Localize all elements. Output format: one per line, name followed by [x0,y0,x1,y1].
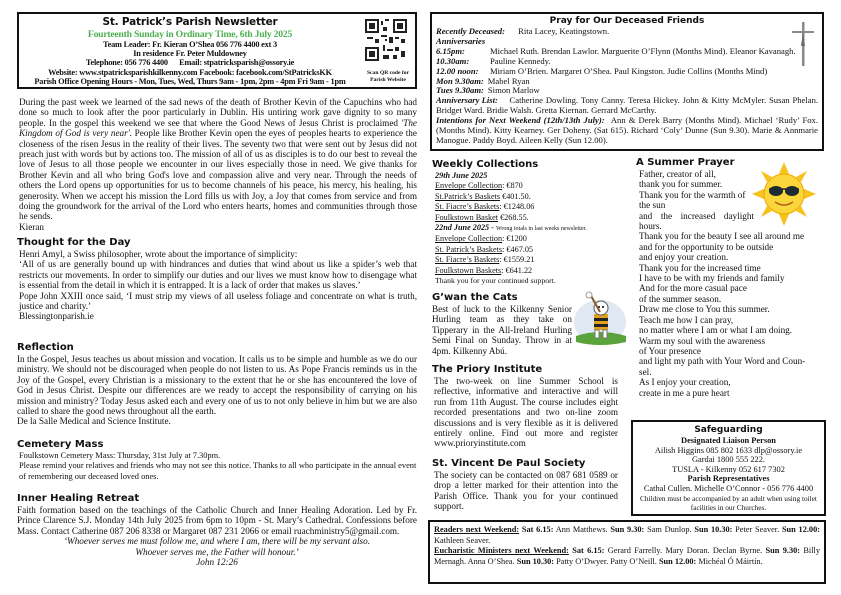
office-hours: Parish Office Opening Hours - Mon, Tues, Wed, Thurs 9am - 1pm, 2pm - 4pm Fri 9am - 1pm [34,76,346,86]
mass-time: Sat 6.15: [519,525,554,534]
mass-names: Miriam O’Brien. Margaret O’Shea. Paul Kingston. Judie Collins (Months Mind) [490,65,768,76]
dlp-contact: Ailish Higgins 085 802 1633 dlp@ossory.ie [654,445,803,455]
letter-text: During the past week we learned of the sad news of the death of Brother Kevin of the Capuchins who had done so much to look after the poor particularly in Dublin. His untiring work gave dignity to so many people. In the gospel this weekend we see that where the Good News of Jesus Christ is proclaimed [19,97,417,128]
collection-value: €401.50. [500,191,531,201]
prayer-line: the sun [639,200,666,211]
mass-time: Tues 9.30am: [436,85,484,96]
paragraph: ‘All of us are generally bound up with hindrances and duties that wind about us like a spider’s web that restricts our movements. In order to simplify our duties and our lives we must know how to disengage what is essential from the detail in which it is entrapped. It is a lack of order that makes us slaves.’ [19,259,417,291]
minister-names: Billy Mernagh. Anna O’Shea. [434,546,820,566]
collection-value: : €641.22 [501,265,533,275]
collection-date: 22nd June 2025 - [435,223,496,233]
collection-row [435,245,622,255]
collection-row [435,266,622,276]
mass-names: Simon Marlow [487,85,540,96]
collection-label: Envelope Collection [435,181,503,191]
mass-time: Sun 12.00: [781,525,820,534]
subheading: Designated Liaison Person [681,436,776,445]
hurling-cat-icon [570,290,628,348]
collection-row [435,234,622,244]
collection-value: : €1248.06 [499,202,535,212]
collection-row [435,255,622,265]
section-heading: Thought for the Day [17,237,131,248]
prayer-line: and enjoy your creation. [639,252,729,263]
collection-label: St.Patrick’s Baskets [435,191,501,201]
collection-value: €268.55. [498,212,529,222]
scripture-quote: Whoever serves me, the Father will honour.’ [135,546,299,557]
collection-label: St. Patrick’s Baskets [435,244,503,254]
thought-for-the-day [17,237,417,322]
mass-time: Sun 12.00: [658,556,697,566]
minister-names: Kathleen Seaver. [434,535,491,545]
label: Recently Deceased: [436,26,505,36]
collection-value: : €467.05 [502,244,534,254]
minister-names: Peter Seaver. [732,525,782,534]
letter-text-cont: . People like Brother Kevin open the eyes of peoples hearts to experience the closeness of the risen Jesus in the reality of their lives. The seventy two that were sent out by Jesus did not preach just with words but by actions too. The mission of all of us as disciples is to do our best to reveal the love of Jesus to all those people we encounter in our lives especially those in need. We give thanks for Brother Kevin and all who bring God's love and compassion alive and very near. Through the needs of others the Lord opens up opportunities for us to become channels of his peace, his mercy, his healing, his generosity. When we accept his mission the Lord fills us with Joy, a Joy that comes from service and from doing the groundwork for the arrival of the Lord who enters hearts, homes and communities through those he sends. [19,128,417,222]
minister-names: Sam Dunlop. [644,525,695,534]
minister-names: Patty O’Dwyer. Patty O’Neill. [554,556,659,566]
mass-time: 12.00 noon: [436,65,479,76]
box-heading: Safeguarding [694,425,763,435]
section-heading: Cemetery Mass [17,439,104,450]
prayer-line: of Your presence [639,345,702,356]
paragraph: Best of luck to the Kilkenny Senior Hurling team as they take on Tipperary in the All-Ireland Hurling Semi Final on Sunday. Throw in at 4pm. Kilkenny Abú. [432,304,572,356]
letter-signature: Kieran [19,221,44,232]
label: Eucharistic Ministers next Weekend: [434,546,569,556]
section-heading: Reflection [17,342,74,353]
letter-quote: 'The Kingdom of God is very near' [19,117,417,139]
prayer-line: Draw me close to You this summer. [639,304,770,315]
paragraph: Foulkstown Cemetery Mass: Thursday, 31st July at 7.30pm. [19,451,221,460]
paragraph: In the Gospel, Jesus teaches us about mission and vocation. It calls us to be simple and humble as we do our ministry. We should not be discouraged when people do not listen to us. As Pope Francis reminds us in the Joy of the Gospel, every Christian is a missionary to the extent that he or she has encountered the love of God in Jesus Christ. Despite our differences are we ready to accept the responsibility of carrying on his mission and ministry? Today Jesus asked each and every one of us to not only believe in him but we are also called to share the good news throughout all the earth. [17,354,417,417]
recent-deceased: Rita Lacey, Keatingstown. [518,26,610,36]
collection-note: Wrong totals in last weeks newsletter. [495,226,587,233]
collection-label: Foulkstown Baskets [435,265,502,275]
anniversary-list: Catherine Dowling. Tony Canny. Teresa Hickey. John & Kitty McMyler. Susan Phelan. Bridget Ward. Bridie Walsh. Gretta Kiernan. Gerrard McCarthy. [436,95,819,116]
prayer-line: Thank you for the increased time [639,262,761,273]
collection-value: : €1200 [502,234,527,244]
mass-names: Pauline Kennedy. [490,55,551,66]
in-residence: In residence Fr. Peter Muldowney [133,49,247,59]
paragraph: The society can be contacted on 087 681 0589 or drop a letter marked for their attention into the Parish Office. Thank you for your continued support. [434,470,618,512]
reflection-section [17,342,417,427]
thanks-text: Thank you for your continued support. [435,276,556,286]
mass-time: Sun 9.30: [765,546,800,556]
mass-time: Sun 10.30: [694,525,733,534]
minister-names: Gerard Farrelly. Mary Doran. Declan Byrne. [604,546,766,556]
mass-time: Sun 9.30: [610,525,645,534]
subheading: Parish Representatives [687,474,770,484]
label: Anniversary List: [436,95,498,106]
section-heading: St. Vincent De Paul Society [432,458,586,469]
label: Anniversaries [436,35,486,46]
source: Blessingtonparish.ie [19,311,94,322]
prayer-line: Father, creator of all, [639,169,716,179]
mass-names: Mabel Ryan [487,75,530,86]
source: De la Salle Medical and Science Institute. [17,416,171,427]
sun-sunglasses-icon [752,162,816,226]
minister-names: Ann Matthews. [553,525,611,534]
paragraph: The two-week on line Summer School is reflective, informative and interactive and will run from 11th August. The course includes eight recorded presentations and two on-line zoom discussions and is very flexible as it is delivered entirely online. Find out more and register www.prioryinstitute.com [434,376,618,449]
section-heading: G’wan the Cats [432,292,518,303]
paragraph: Henri Amyl, a Swiss philosopher, wrote about the importance of simplicity: [19,249,298,259]
prayer-line: Thank you for the beauty I see all around me [639,231,805,242]
collection-row [435,192,622,202]
paragraph: Pope John XXIII once said, ‘I must strip my views of all useless foliage and concentrate on what is truth, justice and charity.’ [19,290,417,312]
collection-label: St. Fiacre’s Baskets [435,255,500,265]
liturgical-date: Fourteenth Sunday in Ordinary Time, 6th July 2025 [87,29,293,40]
prayer-line: thank you for summer. [639,179,723,190]
team-leader: Team Leader: Fr. Kieran O’Shea 056 776 4400 ext 3 [103,40,277,49]
prayer-line: I have to be with my friends and family [639,273,785,284]
pastoral-letter [19,97,417,232]
paragraph: Faith formation based on the teachings of the Catholic Church and Inner Healing Adoration. Led by Fr. Prince Clarence S.J. Monday 14th July 2025 from 6pm to 10pm - St. Mary’s Cathedral. Confessions before Mass. Contact Catherine 087 206 8338 or Margaret 087 231 2066 or email ruachministry5@gmail.com. [17,505,417,536]
section-heading: The Priory Institute [432,364,543,375]
intentions: Ann & Derek Barry (Months Mind). Michael ‘Rudy’ Fox. (Months Mind). Kitty Kearney. Ger Doheny. (Sat 615). Richard ‘Coly’ Dunne (Sun 9.30). Marie & Annmarie Manogue. Paddy Boyd. Aileen Kelly (Sun 12.00). [436,115,818,145]
section-heading: Weekly Collections [432,159,539,170]
reps-contact: Cathal Cullen. Michelle O’Connor - 056 776 4400 [643,483,814,493]
mass-time: 6.15pm: [436,45,465,56]
prayer-line: And for the more casual pace [639,283,747,294]
scripture-quote: ‘Whoever serves me must follow me, and where I am, there will be my servant also. [63,536,371,547]
newsletter-header [17,12,417,89]
prayer-line: hours. [639,221,662,232]
cemetery-mass-section [17,439,417,482]
box-heading: Pray for Our Deceased Friends [549,16,705,26]
safeguarding-note: Children must be accompanied by an adult when using toilet facilities in our Churches. [640,493,817,512]
prayer-line: sel. [639,366,652,377]
mass-time: Sun 10.30: [516,556,555,566]
safeguarding-box [631,420,826,516]
collection-label: Envelope Collection [435,234,503,244]
deceased-friends-box [430,12,824,151]
collection-value: : €1559.21 [499,255,535,265]
section-heading: A Summer Prayer [636,157,735,168]
prayer-line: Thank you for the warmth of [639,189,746,200]
scripture-ref: John 12:26 [196,557,238,568]
priory-institute [432,364,618,449]
gardai-contact: Gardai 1800 555 222. [691,455,766,465]
label: Readers next Weekend: [434,525,520,534]
collection-row [435,181,622,191]
mass-time: Sat 6.15: [568,546,605,556]
st-vincent-de-paul [432,458,618,512]
mass-names: Michael Ruth. Brendan Lawlor. Marguerite O’Flynn (Months Mind). Eleanor Kavanagh. [490,45,796,56]
crucifix-icon [790,20,816,68]
prayer-line: Teach me how I can pray, [639,314,734,325]
collection-value: : €870 [502,181,523,191]
newsletter-title: St. Patrick’s Parish Newsletter [102,16,278,28]
prayer-line: no matter where I am or what I am doing. [639,325,793,336]
inner-healing-section [17,493,417,567]
contact-line: Telephone: 056 776 4400 Email: stpatricksparish@ossory.ie [85,58,295,68]
collection-row [435,213,622,223]
collection-row [435,202,622,212]
qr-caption: Scan QR code for Parish Website [366,70,410,83]
weekly-collections [432,159,622,286]
prayer-line: As I enjoy your creation, [639,377,731,388]
qr-code-icon[interactable] [365,19,407,61]
mass-time: 10.30am: [436,55,470,66]
prayer-line: and the increased daylight [639,210,754,221]
collection-date: 29th June 2025 [435,171,488,180]
collection-label: Foulkstown Basket [435,212,499,222]
collection-label: St. Fiacre’s Baskets [435,202,500,212]
mass-time: Mon 9.30am: [436,75,484,86]
minister-names: Michéal Ó Máirtín. [696,556,763,566]
prayer-line: create in me a pure heart [639,387,730,398]
label: Intentions for Next Weekend (12th/13th July): [436,115,605,126]
prayer-line: and for the opportunity to be outside [639,241,774,252]
section-heading: Inner Healing Retreat [17,493,140,504]
ministers-box [428,520,826,584]
website-line: Website: www.stpatricksparishkilkenny.com Facebook: facebook.com/StPatricksKK [48,67,332,77]
prayer-line: of the summer season. [639,293,722,304]
tusla-contact: TUSLA - Kilkenny 052 617 7302 [672,464,785,474]
prayer-line: and light my path with Your Word and Coun- [639,356,806,367]
gwan-the-cats [432,292,572,356]
paragraph: Please remind your relatives and friends who may not see this notice. Thanks to all who participate in the annual event of remembering our deceased loved ones. [19,461,417,481]
prayer-line: Warm my soul with the awareness [639,335,766,346]
